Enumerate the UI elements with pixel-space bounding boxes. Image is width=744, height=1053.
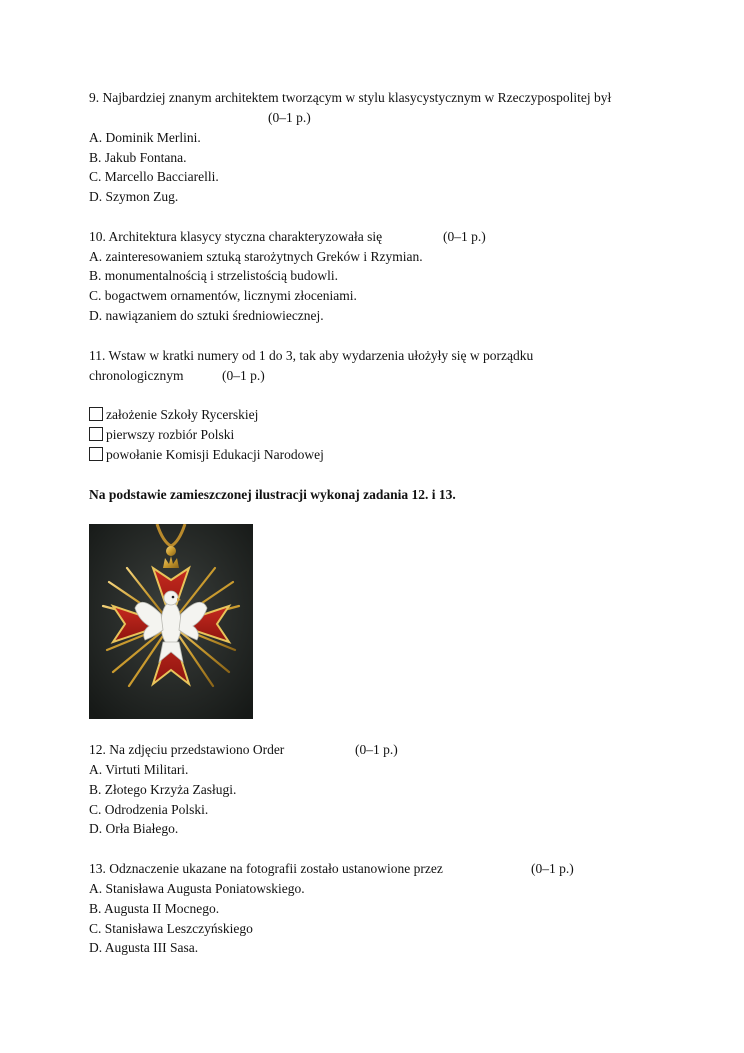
q11-item-3-label: powołanie Komisji Edukacji Narodowej: [106, 447, 324, 462]
answer-checkbox-3[interactable]: [89, 447, 103, 461]
answer-checkbox-2[interactable]: [89, 427, 103, 441]
q13-question: 13. Odznaczenie ukazane na fotografii zostało ustanowione przez: [89, 861, 443, 876]
q13-option-b: B. Augusta II Mocnego.: [89, 901, 220, 916]
q11-points: (0–1 p.): [222, 368, 265, 383]
instruction: Na podstawie zamieszczonej ilustracji wykonaj zadania 12. i 13.: [89, 487, 456, 502]
q13-option-c: C. Stanisława Leszczyńskiego: [89, 921, 253, 936]
q9-option-b: B. Jakub Fontana.: [89, 150, 187, 165]
q12-option-a: A. Virtuti Militari.: [89, 762, 189, 777]
q10-option-c: C. bogactwem ornamentów, licznymi złoceniami.: [89, 288, 357, 303]
q13-option-d: D. Augusta III Sasa.: [89, 940, 199, 955]
q12-question: 12. Na zdjęciu przedstawiono Order: [89, 742, 285, 757]
q9-question: 9. Najbardziej znanym architektem tworzącym w stylu klasycystycznym w Rzeczypospolitej był: [89, 90, 612, 105]
q11-item-2-label: pierwszy rozbiór Polski: [106, 427, 235, 442]
q11-item-1-label: założenie Szkoły Rycerskiej: [106, 407, 259, 422]
q11-item-3: [89, 446, 324, 464]
q13-option-a: A. Stanisława Augusta Poniatowskiego.: [89, 881, 305, 896]
q10-question: 10. Architektura klasycy styczna charakteryzowała się: [89, 229, 383, 244]
q11-item-2: [89, 426, 234, 444]
answer-checkbox-1[interactable]: [89, 407, 103, 421]
q10-option-d: D. nawiązaniem do sztuki średniowiecznej.: [89, 308, 324, 323]
q12-option-b: B. Złotego Krzyża Zasługi.: [89, 782, 237, 797]
q10-option-a: A. zainteresowaniem sztuką starożytnych Greków i Rzymian.: [89, 249, 423, 264]
q9-option-a: A. Dominik Merlini.: [89, 130, 201, 145]
q11-question-line1: 11. Wstaw w kratki numery od 1 do 3, tak aby wydarzenia ułożyły się w porządku: [89, 348, 534, 363]
q12-option-c: C. Odrodzenia Polski.: [89, 802, 209, 817]
q10-option-b: B. monumentalnością i strzelistością budowli.: [89, 268, 338, 283]
order-photo: [89, 524, 253, 719]
q9-option-c: C. Marcello Bacciarelli.: [89, 169, 219, 184]
q9-points: (0–1 p.): [268, 110, 311, 125]
q12-option-d: D. Orła Białego.: [89, 821, 179, 836]
q11-question-line2: chronologicznym: [89, 368, 184, 383]
q12-points: (0–1 p.): [355, 742, 398, 757]
q11-item-1: [89, 406, 258, 424]
q13-points: (0–1 p.): [531, 861, 574, 876]
q10-points: (0–1 p.): [443, 229, 486, 244]
q9-option-d: D. Szymon Zug.: [89, 189, 179, 204]
